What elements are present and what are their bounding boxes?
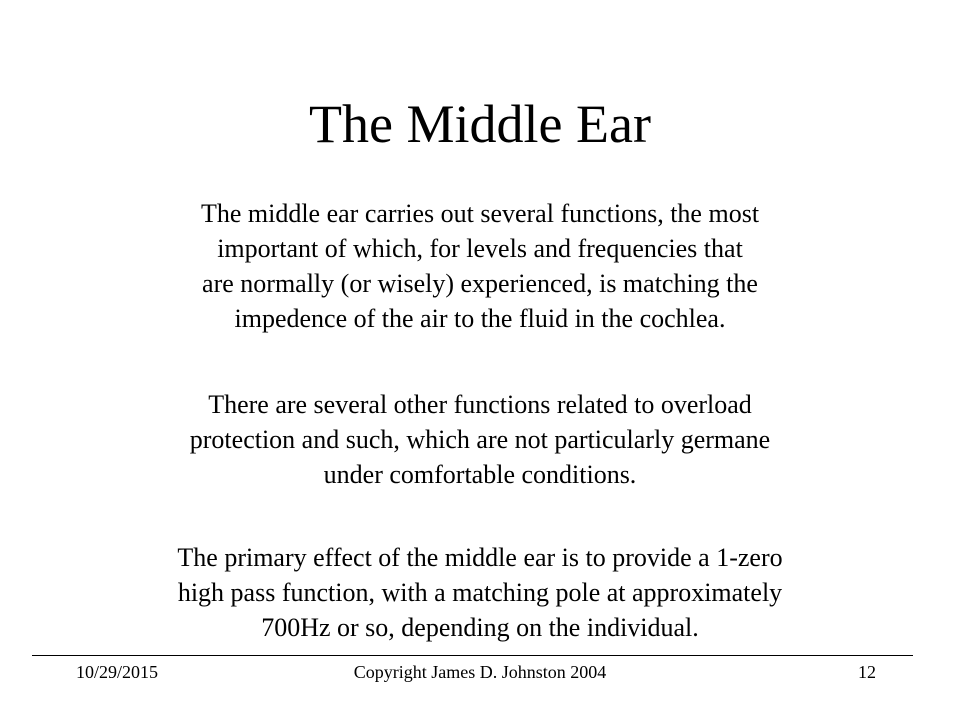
paragraph-line: high pass function, with a matching pole at approximately	[177, 578, 783, 607]
footer-divider	[32, 655, 913, 656]
slide-title: The Middle Ear	[309, 94, 651, 154]
paragraph-line: 700Hz or so, depending on the individual.	[261, 613, 699, 642]
paragraph-line: are normally (or wisely) experienced, is matching the	[202, 269, 758, 298]
paragraph-line: The middle ear carries out several functions, the most	[200, 199, 760, 228]
page-number: 12	[858, 662, 876, 682]
body-paragraph-2	[60, 387, 900, 492]
paragraph-line: important of which, for levels and frequencies that	[217, 234, 743, 263]
paragraph-line: under comfortable conditions.	[323, 460, 637, 489]
paragraph-line: impedence of the air to the fluid in the cochlea.	[234, 304, 726, 333]
footer-copyright: Copyright James D. Johnston 2004	[353, 662, 607, 682]
footer-date: 10/29/2015	[76, 662, 159, 682]
paragraph-line: There are several other functions related to overload	[208, 390, 752, 419]
paragraph-line: protection and such, which are not particularly germane	[189, 425, 771, 454]
paragraph-line: The primary effect of the middle ear is to provide a 1-zero	[177, 543, 783, 572]
body-paragraph-3	[60, 540, 900, 645]
body-paragraph-1	[60, 196, 900, 336]
